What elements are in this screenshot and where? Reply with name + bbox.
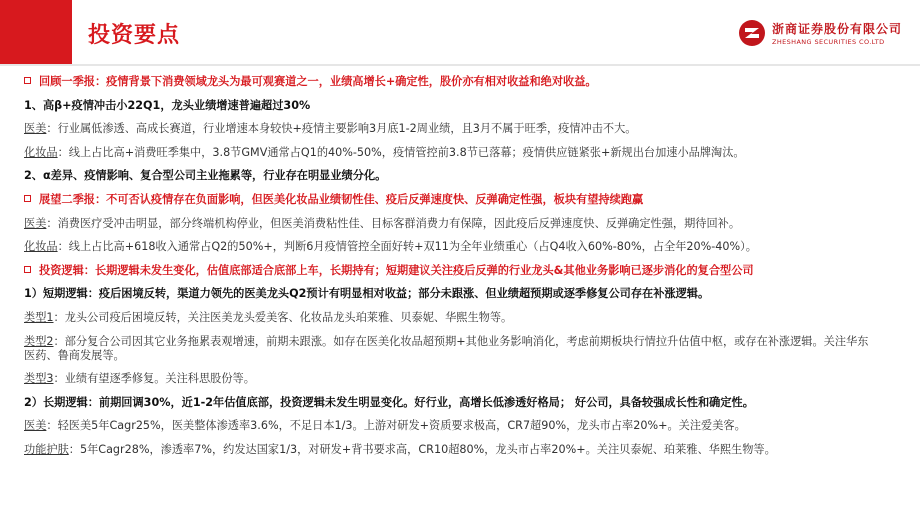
- square-bullet-icon: [24, 77, 31, 84]
- logo-company-name-en: ZHESHANG SECURITIES CO.LTD: [771, 38, 885, 46]
- short-term-logic-heading: 1）短期逻辑：疫后困境反转，渠道力领先的医美龙头Q2预计有明显相对收益；部分未跟涨、但业绩超预期或逐季修复公司存在补涨逻辑。: [24, 287, 710, 301]
- square-bullet-icon: [24, 266, 31, 273]
- medical-aesthetics-long-term: 医美：轻医美5年Cagr25%，医美整体渗透率3.6%，不足日本1/3。上游对研发+资质要求极高，CR7超90%，龙头市占率20%+。关注爱美客。: [24, 419, 746, 433]
- outlook-q2-heading: 展望二季报：不可否认疫情存在负面影响，但医美化妆品业绩韧性佳、疫后反弹速度快、反弹确定性强，板块有望持续跑赢: [24, 193, 904, 207]
- medical-aesthetics-q2: 医美：消费医疗受冲击明显，部分终端机构停业，但医美消费粘性佳、目标客群消费力有保障，因此疫后反弹速度快、反弹确定性强，期待回补。: [24, 216, 741, 230]
- type-1-item: 类型1：龙头公司疫后困境反转，关注医美龙头爱美客、化妆品龙头珀莱雅、贝泰妮、华熙生物等。: [24, 310, 513, 324]
- functional-skincare-long-term: 功能护肤：5年Cagr28%，渗透率7%，约发达国家1/3，对研发+背书要求高，CR10超80%，龙头市占率20%+。关注贝泰妮、珀莱雅、华熙生物等。: [24, 442, 776, 456]
- company-logo: [738, 16, 902, 50]
- long-term-logic-heading: 2）长期逻辑：前期回调30%，近1-2年估值底部，投资逻辑未发生明显变化。好行业，高增长低渗透好格局； 好公司，具备较强成长性和确定性。: [24, 395, 754, 409]
- type-3-item: 类型3：业绩有望逐季修复。关注科思股份等。: [24, 372, 255, 386]
- page-title: 投资要点: [88, 23, 181, 48]
- point-1-heading: 1、高β+疫情冲击小22Q1，龙头业绩增速普遍超过30%: [24, 98, 311, 112]
- zheshang-logo-icon: [738, 19, 766, 47]
- header-accent-bar: [0, 0, 72, 64]
- point-2-heading: 2、α差异、疫情影响、复合型公司主业拖累等，行业存在明显业绩分化。: [24, 169, 387, 183]
- cosmetics-q2: 化妆品：线上占比高+618收入通常占Q2的50%+，判断6月疫情管控全面好转+双11为全年业绩重心（占Q4收入60%-80%，占全年20%-40%）。: [24, 240, 757, 254]
- square-bullet-icon: [24, 195, 31, 202]
- logo-company-name-cn: 浙商证券股份有限公司: [771, 22, 902, 36]
- review-q1-heading: 回顾一季报：疫情背景下消费领域龙头为最可观赛道之一，业绩高增长+确定性，股价亦有相对收益和绝对收益。: [24, 75, 904, 89]
- investment-points-body: [24, 75, 904, 467]
- type-2-item: 类型2：部分复合公司因其它业务拖累表观增速，前期未跟涨。如存在医美化妆品超预期+其他业务影响消化，考虑前期板块行情拉升估值中枢，或存在补涨逻辑。关注华东医药、鲁商发展等。: [24, 334, 869, 362]
- investment-logic-heading: 投资逻辑：长期逻辑未发生变化，估值底部适合底部上车，长期持有；短期建议关注疫后反弹的行业龙头&其他业务影响已逐步消化的复合型公司: [24, 264, 904, 278]
- header-divider: [0, 64, 920, 66]
- medical-aesthetics-q1: 医美：行业属低渗透、高成长赛道，行业增速本身较快+疫情主要影响3月底1-2周业绩，且3月不属于旺季，疫情冲击不大。: [24, 122, 637, 136]
- cosmetics-q1: 化妆品：线上占比高+消费旺季集中，3.8节GMV通常占Q1的40%-50%，疫情管控前3.8节已落幕；疫情供应链紧张+新规出台加速小品牌淘汰。: [24, 145, 745, 159]
